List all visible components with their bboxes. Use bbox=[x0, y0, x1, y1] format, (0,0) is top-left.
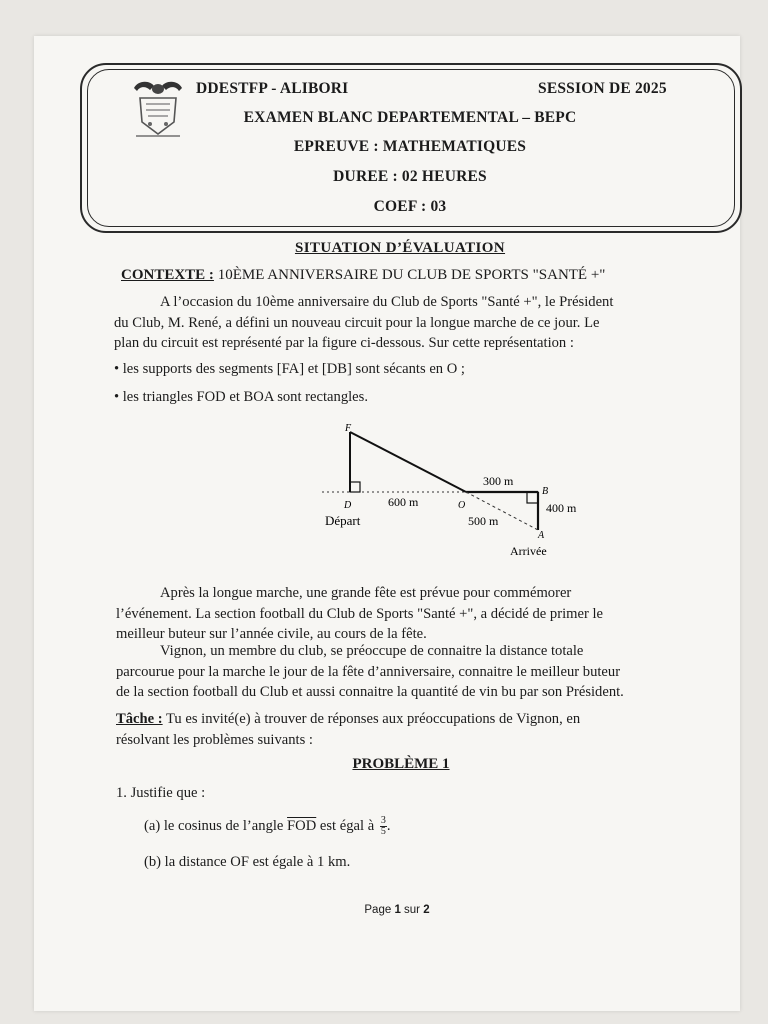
task-label: Tâche : bbox=[116, 711, 163, 727]
task-line-2: résolvant les problèmes suivants : bbox=[116, 731, 313, 748]
right-angle-D bbox=[350, 482, 360, 492]
angle-FOD: $\overline{FOD}$ bbox=[287, 818, 317, 834]
context-line-3: plan du circuit est représenté par la figure ci-dessous. Sur cette représentation : bbox=[114, 335, 574, 351]
para2-line-3: meilleur buteur sur l’année civile, au cours de la fête. bbox=[116, 626, 427, 642]
para3-line-2: parcourue pour la marche le jour de la fête d’anniversaire, connaitre le meilleur buteur bbox=[116, 663, 621, 680]
fraction-3-5 bbox=[380, 816, 387, 837]
q1a-mid: est égal à bbox=[316, 818, 378, 834]
label-start: Départ bbox=[325, 513, 361, 528]
length-OA: 500 m bbox=[468, 514, 499, 528]
length-BA: 400 m bbox=[546, 501, 577, 515]
fraction-denominator: 5 bbox=[380, 826, 386, 838]
para2-line-2: l’événement. La section football du Club de Sports "Santé +", a décidé de primer le bbox=[116, 605, 604, 622]
para3-line-1: Vignon, un membre du club, se préoccupe de connaitre la distance totale bbox=[160, 643, 584, 659]
header-subject: EPREUVE : MATHEMATIQUES bbox=[293, 138, 527, 155]
label-F: F bbox=[345, 423, 352, 434]
label-O: O bbox=[458, 500, 466, 511]
fraction-numerator: 3 bbox=[380, 815, 386, 827]
segment-FO bbox=[350, 432, 466, 492]
label-B: B bbox=[542, 486, 549, 497]
context-label: CONTEXTE : bbox=[121, 267, 214, 283]
label-A: A bbox=[538, 530, 545, 541]
context-title: 10ÈME ANNIVERSAIRE DU CLUB DE SPORTS "SANTÉ +" bbox=[213, 267, 606, 283]
q1a-end: . bbox=[386, 818, 391, 834]
header-org: DDESTFP - ALIBORI bbox=[196, 80, 349, 97]
problem-title: PROBLÈME 1 bbox=[352, 756, 450, 772]
footer-total: 2 bbox=[423, 904, 430, 916]
question-1b: (b) la distance OF est égale à 1 km. bbox=[144, 854, 351, 870]
footer-prefix: Page bbox=[364, 904, 395, 916]
task-line-1: Tu es invité(e) à trouver de réponses aux préoccupations de Vignon, en bbox=[162, 711, 581, 727]
question-1: 1. Justifie que : bbox=[116, 785, 206, 801]
para2-line-1: Après la longue marche, une grande fête est prévue pour commémorer bbox=[160, 585, 572, 601]
header-session: SESSION DE 2025 bbox=[538, 80, 667, 97]
right-angle-B bbox=[527, 492, 538, 503]
bullet-1: • les supports des segments [FA] et [DB] sont sécants en O ; bbox=[114, 361, 465, 377]
paragraph-2 bbox=[116, 583, 603, 645]
page-footer bbox=[364, 904, 429, 916]
paragraph-3 bbox=[116, 641, 624, 703]
length-OB: 300 m bbox=[483, 474, 514, 488]
context-line-2: du Club, M. René, a défini un nouveau circuit pour la longue marche de ce jour. Le bbox=[114, 314, 600, 331]
length-DO: 600 m bbox=[388, 495, 419, 509]
label-end: Arrivée bbox=[510, 544, 547, 558]
footer-mid: sur bbox=[400, 904, 424, 916]
section-title: SITUATION D’ÉVALUATION bbox=[294, 240, 506, 256]
label-D: D bbox=[344, 500, 352, 511]
para3-line-3: de la section football du Club et aussi connaitre la quantité de vin bu par son Président. bbox=[116, 684, 624, 700]
question-1a bbox=[144, 816, 391, 837]
bullet-2: • les triangles FOD et BOA sont rectangles. bbox=[114, 389, 368, 405]
header-coef: COEF : 03 bbox=[373, 198, 447, 215]
q1a-prefix: (a) le cosinus de l’angle bbox=[144, 818, 288, 834]
footer-page: 1 bbox=[394, 904, 401, 916]
header-duration: DUREE : 02 HEURES bbox=[333, 168, 487, 185]
context-line-1: A l’occasion du 10ème anniversaire du Club de Sports "Santé +", le Président bbox=[160, 294, 614, 310]
header-exam: EXAMEN BLANC DEPARTEMENTAL – BEPC bbox=[243, 109, 577, 126]
task-block bbox=[116, 709, 580, 750]
